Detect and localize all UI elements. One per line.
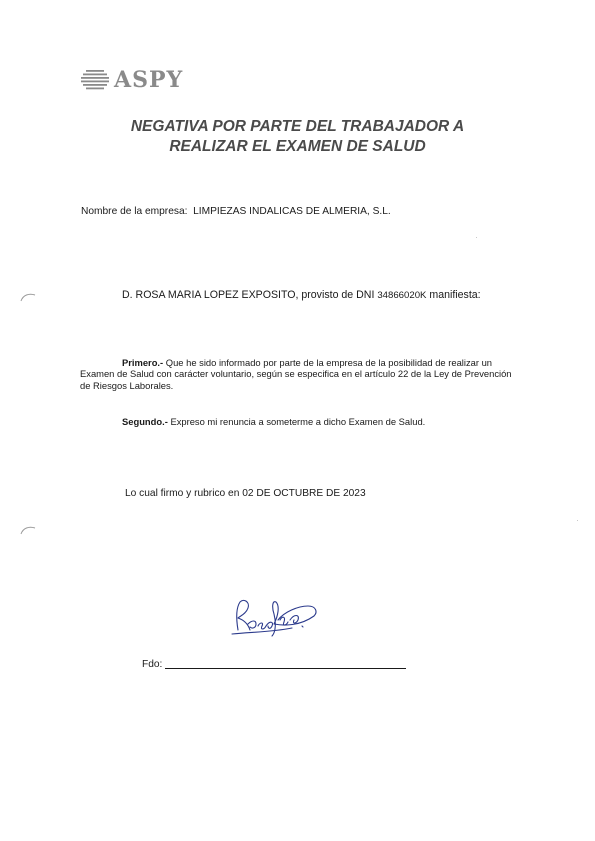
paragraph-segundo-body: Expreso mi renuncia a someterme a dicho Examen de Salud. (170, 416, 426, 427)
scan-speck (577, 520, 578, 521)
document-title-line-2: REALIZAR EL EXAMEN DE SALUD (169, 138, 426, 155)
paragraph-primero (80, 357, 520, 391)
paragraph-segundo (122, 416, 522, 427)
company-label: Nombre de la empresa: (81, 206, 188, 217)
paragraph-primero-body: Que he sido informado por parte de la empresa de la posibilidad de realizar un Examen de Salud con carácter voluntario, según se especifica en el artículo 22 de la Ley de Prevención de Riesgos Laborales. (80, 357, 512, 391)
dni-label: provisto de DNI (301, 289, 375, 301)
paragraph-primero-heading: Primero.- (122, 357, 164, 368)
aspy-logo (80, 68, 183, 92)
fdo-label: Fdo: (142, 659, 163, 670)
declarant-suffix: manifiesta: (429, 289, 481, 301)
punch-hole-mark-icon (20, 525, 36, 535)
company-line (81, 206, 391, 218)
punch-hole-mark-icon (20, 292, 36, 302)
handwritten-signature (222, 594, 322, 642)
dni-value: 34866020K (377, 290, 427, 301)
company-name: LIMPIEZAS INDALICAS DE ALMERIA, S.L. (193, 206, 391, 217)
declarant-name: D. ROSA MARIA LOPEZ EXPOSITO, (122, 289, 299, 301)
paragraph-segundo-heading: Segundo.- (122, 416, 168, 427)
scan-speck (476, 237, 477, 238)
signature-line (165, 668, 406, 669)
declarant-line (122, 289, 481, 302)
logo-text: ASPY (114, 67, 184, 93)
signed-statement: Lo cual firmo y rubrico en 02 DE OCTUBRE DE 2023 (125, 488, 366, 499)
aspy-stripes-logo-icon (80, 69, 110, 91)
document-title-line-1: NEGATIVA POR PARTE DEL TRABAJADOR A (130, 118, 465, 135)
